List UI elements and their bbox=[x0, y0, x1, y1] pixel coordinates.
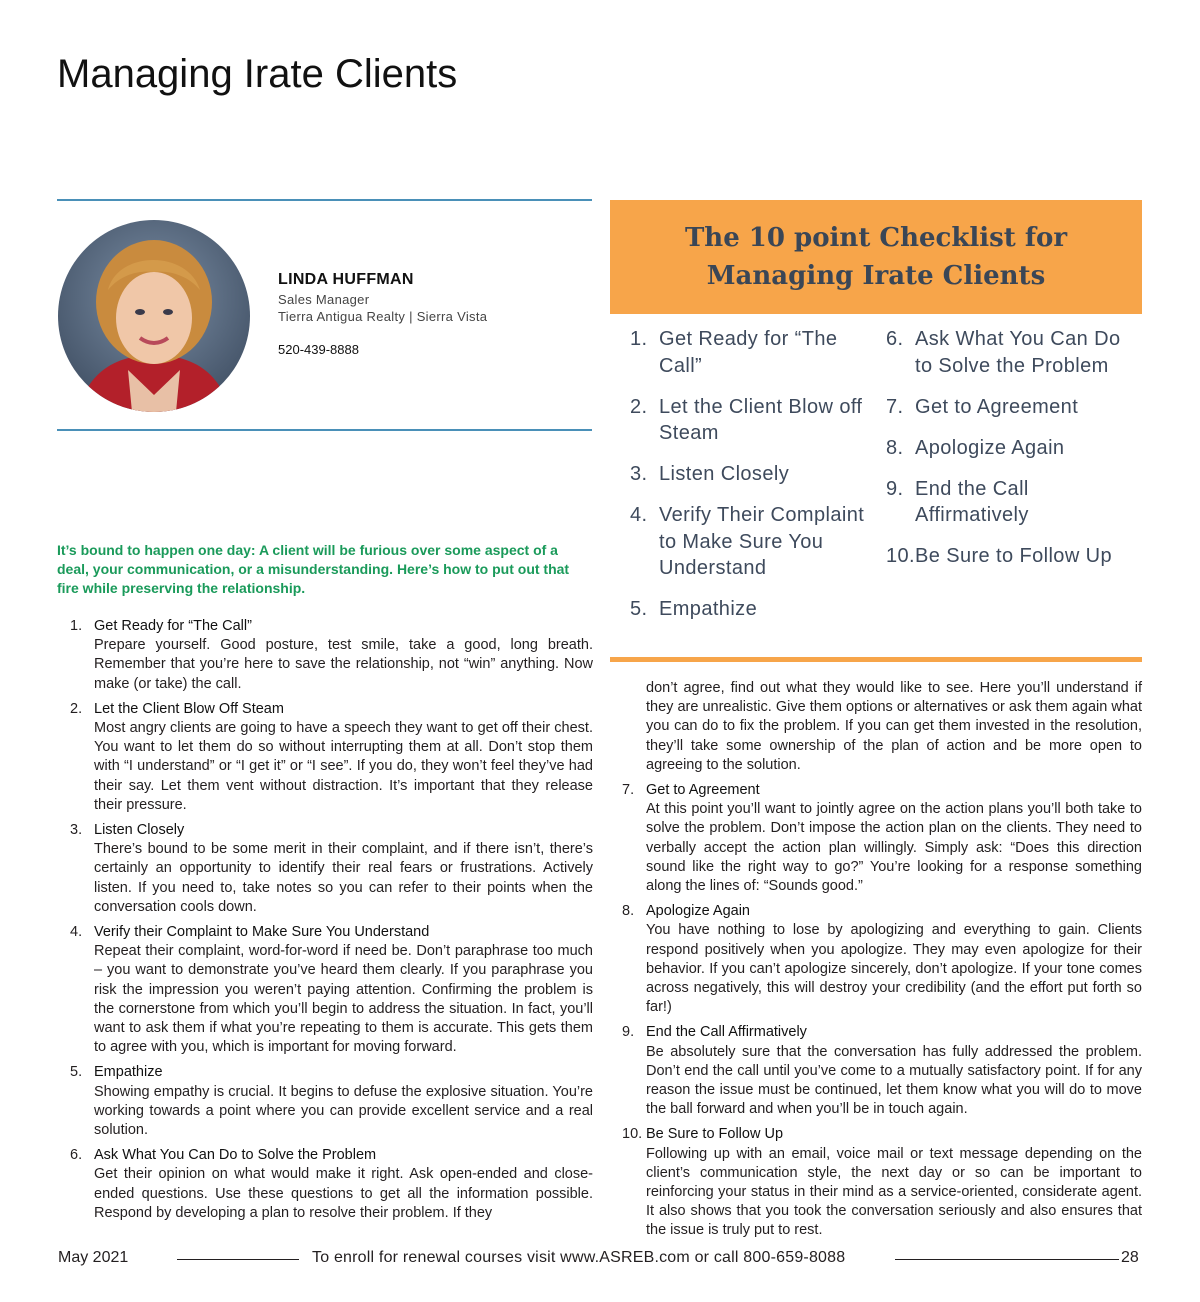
article-section: 8. Apologize Again You have nothing to lose by apologizing and everything to gain. Clients respond positively when you apologize. They may even apologize for their behavior. If you can’t apologize sincerely, don’t apologize. If your tone comes across negatively, this will destroy your credibility (and the effort put forth so far!) bbox=[622, 902, 1142, 1017]
author-phone: 520-439-8888 bbox=[278, 342, 359, 357]
author-role: Sales Manager bbox=[278, 292, 370, 307]
author-photo bbox=[58, 220, 250, 412]
checklist-item: 6. Ask What You Can Do to Solve the Problem bbox=[886, 328, 1121, 377]
page-title: Managing Irate Clients bbox=[57, 52, 458, 96]
left-article-column bbox=[70, 617, 593, 1229]
checklist-item: 3. Listen Closely bbox=[630, 463, 790, 485]
section-body: Showing empathy is crucial. It begins to defuse the explosive situation. You’re working towards a point where you can provide excellent service and a real solution. bbox=[94, 1083, 593, 1139]
section-heading: Apologize Again bbox=[646, 903, 750, 920]
footer-rule-right bbox=[895, 1259, 1119, 1260]
section-body: Following up with an email, voice mail or text message depending on the client’s communication style, the next day or so can be important to reinforcing your status in their mind as a service-oriented, considerate agent. It also shows that you took the conversation seriously and also ensures that the issue is truly put to rest. bbox=[646, 1145, 1142, 1239]
checklist-item: 1. Get Ready for “The Call” bbox=[630, 328, 838, 377]
article-section: 2. Let the Client Blow Off Steam Most angry clients are going to have a speech they want to get off their chest. You want to let them do so without interrupting them at all. Don’t stop them with “I understand” or “I get it” or “I see”. If you do, they won’t feel they’ve had their say. Let them vent without distraction. It’s important that they release their pressure. bbox=[70, 700, 593, 815]
section-body: You have nothing to lose by apologizing and everything to gain. Clients respond positively when you apologize. They may even apologize for their behavior. If you can’t apologize sincerely, don’t apologize. If your tone comes across negatively, this will destroy your credibility (and the effort put forth so far!) bbox=[646, 922, 1142, 1016]
section-body: Prepare yourself. Good posture, test smile, take a good, long breath. Remember that you’re here to save the relationship, not “win” anything. Now make (or take) the call. bbox=[94, 637, 593, 692]
checklist-header bbox=[610, 200, 1142, 314]
checklist-right-column bbox=[886, 326, 1131, 584]
section-body: Most angry clients are going to have a speech they want to get off their chest. You want to let them do so without interrupting them at all. Don’t stop them with “I understand” or “I get it” or “I see”. If you do, they won’t feel they’ve had their say. Let them vent without distraction. It’s important that they release their pressure. bbox=[94, 720, 593, 813]
section-heading: Get Ready for “The Call” bbox=[94, 618, 252, 634]
article-section: 6. Ask What You Can Do to Solve the Problem Get their opinion on what would make it right. Ask open-ended and close-ended questions. Use these questions to get all the information possible. Respond by developing a plan to resolve their problem. If they bbox=[70, 1146, 593, 1223]
section-heading: Ask What You Can Do to Solve the Problem bbox=[94, 1147, 377, 1164]
section-body: Repeat their complaint, word-for-word if need be. Don’t paraphrase too much – you want to demonstrate you’ve heard them clearly. If you paraphrase you risk the impression you weren’t paying attention. Confirming the problem is the cornerstone from which you’ll begin to address the situation. In fact, you’ll want to ask them if what you’re repeating to them is accurate. This gets them to agree with you, which is important for moving forward. bbox=[94, 943, 593, 1056]
checklist-item: 9. End the Call Affirmatively bbox=[886, 477, 1029, 526]
section-body: Get their opinion on what would make it right. Ask open-ended and close-ended questions. Use these questions to get all the information possible. Respond by developing a plan to resolve their problem. If they bbox=[94, 1166, 593, 1221]
checklist-item: 4. Verify Their Complaint to Make Sure You Understand bbox=[630, 504, 865, 579]
section-body: At this point you’ll want to jointly agree on the action plans you’ll both take to solve the problem. Don’t impose the action plan on the clients. They need to verbally accept the action plan willingly. Simply ask: “Does this direction sound like the right way to go?” You’re looking for a response something along the lines of: “Sounds good.” bbox=[646, 801, 1142, 895]
section-heading: Listen Closely bbox=[94, 822, 185, 839]
section-heading: Let the Client Blow Off Steam bbox=[94, 700, 284, 717]
checklist-item: 10. Be Sure to Follow Up bbox=[886, 545, 1112, 567]
continued-text: don’t agree, find out what they would like to see. Here you’ll understand if they are unrealistic. Give them options or alternatives or ask them again what you can do to fix the problem. If you can get them invested in the resolution, they’ll take some ownership of the plan of action and be more open to agreeing to the solution. bbox=[646, 680, 1142, 773]
right-article-column bbox=[622, 679, 1142, 1247]
section-heading: Get to Agreement bbox=[646, 782, 760, 799]
checklist-item: 7. Get to Agreement bbox=[886, 395, 1079, 418]
footer-promo: To enroll for renewal courses visit www.ASREB.com or call 800-659-8088 bbox=[312, 1249, 846, 1266]
article-section: 1. Get Ready for “The Call” Prepare yourself. Good posture, test smile, take a good, long breath. Remember that you’re here to save the relationship, not “win” anything. Now make (or take) the call. bbox=[70, 617, 593, 694]
checklist-item: 5. Empathize bbox=[630, 598, 758, 620]
footer-date: May 2021 bbox=[58, 1249, 129, 1266]
checklist-item: 2. Let the Client Blow off Steam bbox=[630, 395, 863, 444]
checklist-bottom-bar bbox=[610, 657, 1142, 662]
bio-divider bbox=[57, 429, 592, 431]
top-divider bbox=[57, 199, 592, 201]
article-section: 3. Listen Closely There’s bound to be some merit in their complaint, and if there isn’t, there’s certainly an opportunity to identify their real fears or frustrations. Actively listen. If you need to, take notes so you can refer to their points when the conversation cools down. bbox=[70, 821, 593, 917]
section-body: Be absolutely sure that the conversation has fully addressed the problem. Don’t end the call until you’ve come to a mutually satisfactory point. If for any reason the issue must be continued, let them know what you will do to move the ball forward and when you’ll be in touch again. bbox=[646, 1043, 1142, 1118]
author-name: LINDA HUFFMAN bbox=[278, 271, 414, 288]
article-section: 5. Empathize Showing empathy is crucial. It begins to defuse the explosive situation. You’re working towards a point where you can provide excellent service and a real solution. bbox=[70, 1063, 593, 1140]
article-section: 10. Be Sure to Follow Up Following up with an email, voice mail or text message depending on the client’s communication style, the next day or so can be important to reinforcing your status in their mind as a service-oriented, considerate agent. It also shows that you took the conversation seriously and also ensures that the issue is truly put to rest. bbox=[622, 1125, 1142, 1240]
footer-rule-left bbox=[177, 1259, 299, 1260]
section-heading: End the Call Affirmatively bbox=[646, 1024, 807, 1041]
page-number: 28 bbox=[1121, 1249, 1139, 1266]
checklist-left-column bbox=[630, 326, 870, 637]
checklist-item: 8. Apologize Again bbox=[886, 436, 1065, 459]
article-section: 4. Verify their Complaint to Make Sure You Understand Repeat their complaint, word-for-word if need be. Don’t paraphrase too much – you want to demonstrate you’ve heard them clearly. If you paraphrase you risk the impression you weren’t paying attention. Confirming the problem is the cornerstone from which you’ll begin to address the situation. In fact, you’ll want to ask them if what you’re repeating to them is accurate. This gets them to agree with you, which is important for moving forward. bbox=[70, 923, 593, 1057]
article-section: 7. Get to Agreement At this point you’ll want to jointly agree on the action plans you’ll both take to solve the problem. Don’t impose the action plan on the clients. They need to verbally accept the action plan willingly. Simply ask: “Does this direction sound like the right way to go?” You’re looking for a response something along the lines of: “Sounds good.” bbox=[622, 781, 1142, 896]
section-heading: Empathize bbox=[94, 1064, 163, 1081]
intro-text: It’s bound to happen one day: A client will be furious over some aspect of a deal, your communication, or a misunderstanding. Here’s how to put out that fire while preserving the relationship. bbox=[57, 542, 570, 596]
section-heading: Verify their Complaint to Make Sure You Understand bbox=[94, 924, 430, 941]
author-company: Tierra Antigua Realty | Sierra Vista bbox=[278, 309, 488, 324]
section-heading: Be Sure to Follow Up bbox=[646, 1126, 784, 1143]
article-section: 9. End the Call Affirmatively Be absolutely sure that the conversation has fully addressed the problem. Don’t end the call until you’ve come to a mutually satisfactory point. If for any reason the issue must be continued, let them know what you will do to move the ball forward and when you’ll be in touch again. bbox=[622, 1023, 1142, 1119]
checklist-heading: The 10 point Checklist for Managing Irate Clients bbox=[684, 223, 1068, 291]
section-body: There’s bound to be some merit in their complaint, and if there isn’t, there’s certainly an opportunity to identify their real fears or frustrations. Actively listen. If you need to, take notes so you can refer to their points when the conversation cools down. bbox=[94, 841, 593, 915]
